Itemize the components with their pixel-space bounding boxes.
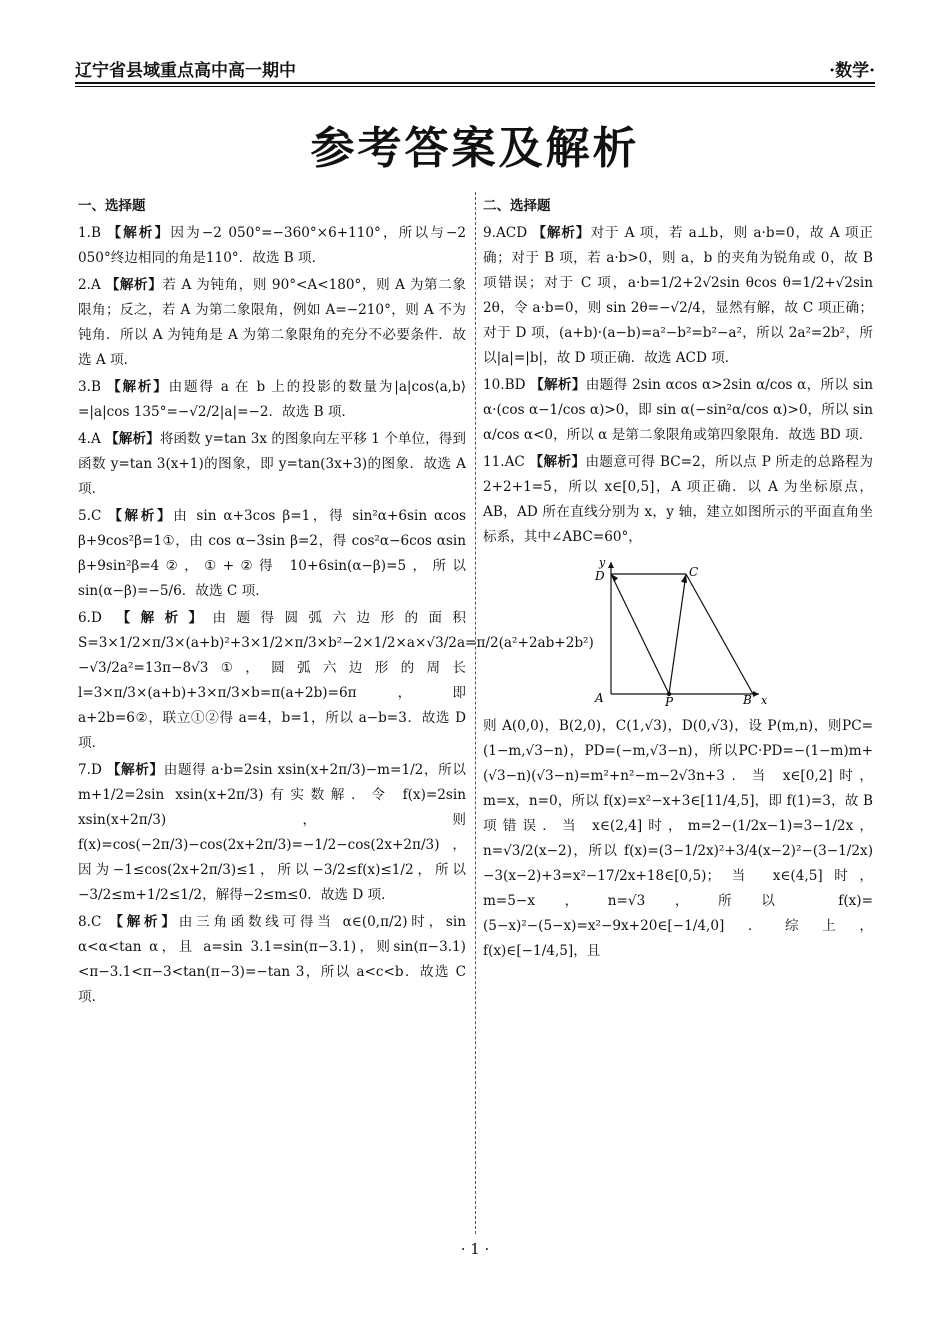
- analysis-tag: 【解析】: [109, 914, 179, 930]
- answer-text: 由题得 2sin αcos α>2sin α/cos α，所以 sin α·(cos α−1/cos α)>0，即 sin α(−sin²α/cos α)>0，所以 sin α/cos α<0，所以 α 是第二象限角或第四象限角．故选 BD 项．: [483, 377, 874, 443]
- segment-dp: [611, 574, 669, 694]
- segment-pc: [669, 574, 686, 694]
- answer-text: 由 sin α+3cos β=1，得 sin²α+6sin αcos β+9cos²β=1①，由 cos α−3sin β=2，得 cos²α−6cos αsin β+9sin²β=4②，①+②得 10+6sin(α−β)=5，所以 sin(α−β)=−5/6．故选 C 项．: [78, 508, 466, 599]
- answer-text: 由题得圆弧六边形的面积 S=3×1/2×π/3×(a+b)²+3×1/2×π/3×b²−2×1/2×a×√3/2a=π/2(a²+2ab+2b²)−√3/2a²=13π−8√3①，圆弧六边形的周长 l=3×π/3×(a+b)+3×π/3×b=π(a+2b)=6π，即 a+2b=6②，联立①②得 a=4，b=1，所以 a−b=3．故选 D 项．: [78, 610, 594, 751]
- page-title: 参考答案及解析: [310, 123, 640, 174]
- analysis-tag: 【解析】: [530, 377, 586, 393]
- analysis-tag: 【解析】: [107, 225, 171, 241]
- header-rule-thick: [75, 82, 875, 84]
- school-title: 辽宁省县域重点高中高一期中: [75, 61, 296, 81]
- answer-text: 由题得 a 在 b 上的投影的数量为|a|cos⟨a,b⟩=|a|cos 135°=−√2/2|a|=−2．故选 B 项．: [78, 379, 467, 420]
- label-a: A: [595, 691, 604, 705]
- answer-number: 10.BD: [483, 377, 526, 393]
- answer-item-9: [483, 221, 873, 371]
- y-axis-arrow: [608, 562, 614, 568]
- answer-number: 9.ACD: [483, 225, 528, 241]
- analysis-tag: 【解析】: [116, 610, 213, 626]
- answer-text: 若 A 为钝角，则 90°<A<180°，则 A 为第二象限角；反之，若 A 为第二象限角，例如 A=−210°，则 A 不为钝角．所以 A 为钝角是 A 为第二象限角的充分不必要条件．故选 A 项．: [78, 277, 466, 368]
- analysis-tag: 【解析】: [108, 508, 174, 524]
- answer-item-3: [78, 375, 466, 425]
- analysis-tag: 【解析】: [105, 431, 160, 447]
- answer-number: 4.A: [78, 431, 101, 447]
- column-divider: [475, 192, 476, 1234]
- label-x: x: [761, 694, 768, 706]
- analysis-tag: 【解析】: [107, 379, 169, 395]
- section-heading-multi-choice: 二、选择题: [483, 198, 551, 214]
- answer-item-11: [483, 450, 873, 550]
- answer-item-6: [78, 606, 594, 756]
- section-heading-choice: 一、选择题: [78, 198, 146, 214]
- answer-number: 2.A: [78, 277, 101, 293]
- header-rule-thin: [75, 86, 875, 87]
- coordinate-figure: [571, 556, 771, 706]
- answer-number: 11.AC: [483, 454, 525, 470]
- answer-item-5: [78, 504, 466, 604]
- answer-item-4: [78, 427, 466, 502]
- answer-item-1: [78, 221, 466, 271]
- analysis-tag: 【解析】: [532, 225, 591, 241]
- label-d: D: [595, 569, 605, 583]
- page-header: [75, 52, 875, 82]
- analysis-tag: 【解析】: [106, 762, 164, 778]
- answer-item-10: [483, 373, 873, 448]
- subject-label: ·数学·: [829, 61, 875, 81]
- right-column: [483, 194, 873, 966]
- answer-item-8: [78, 910, 466, 1010]
- page-number: · 1 ·: [460, 1240, 490, 1258]
- answer-item-2: [78, 273, 466, 373]
- answer-number: 1.B: [78, 225, 101, 241]
- answer-number: 8.C: [78, 914, 102, 930]
- segment-cb: [686, 574, 753, 694]
- answer-text: 由题得 a·b=2sin xsin(x+2π/3)−m=1/2，所以 m+1/2=2sin xsin(x+2π/3)有实数解．令 f(x)=2sin xsin(x+2π/3)，则 f(x)=cos(−2π/3)−cos(2x+2π/3)=−1/2−cos(2x+2π/3)，因为−1≤cos(2x+2π/3)≤1，所以−3/2≤f(x)≤1/2，所以−3/2≤m+1/2≤1/2，解得−2≤m≤0．故选 D 项．: [78, 762, 466, 903]
- answer-text: 对于 A 项，若 a⊥b，则 a·b=0，故 A 项正确；对于 B 项，若 a·b>0，则 a，b 的夹角为锐角或 0，故 B 项错误；对于 C 项，a·b=1/2+2√2sin θcos θ=1/2+√2sin 2θ，令 a·b=0，则 sin 2θ=−√2/4，显然有解，故 C 项正确；对于 D 项，(a+b)·(a−b)=a²−b²=b²−a²，所以 2a²=2b²，所以|a|=|b|，故 D 项正确．故选 ACD 项．: [483, 225, 873, 366]
- answer-text: 将函数 y=tan 3x 的图象向左平移 1 个单位，得到函数 y=tan 3(x+1)的图象，即 y=tan(3x+3)的图象．故选 A 项．: [78, 431, 467, 497]
- answer-item-7: [78, 758, 466, 908]
- label-c: C: [689, 565, 699, 579]
- answer-text: 因为−2 050°=−360°×6+110°，所以与−2 050°终边相同的角是110°．故选 B 项．: [78, 225, 467, 266]
- answer-number: 7.D: [78, 762, 102, 778]
- x-axis-arrow: [753, 691, 759, 697]
- arrow-to-d: [611, 574, 618, 582]
- answer-number: 5.C: [78, 508, 102, 524]
- arrow-to-c: [681, 574, 687, 583]
- answer-text: 由三角函数线可得当 α∈(0,π/2)时，sin α<α<tan α，且 a=sin 3.1=sin(π−3.1)，则sin(π−3.1)<π−3.1<π−3<tan(π−3)=−tan 3，所以 a<c<b．故选 C 项．: [78, 914, 466, 1005]
- analysis-tag: 【解析】: [105, 277, 163, 293]
- answer-number: 3.B: [78, 379, 101, 395]
- analysis-tag: 【解析】: [529, 454, 586, 470]
- label-p: P: [665, 695, 674, 706]
- label-y: y: [599, 556, 606, 569]
- answer-text: 由题意可得 BC=2，所以点 P 所走的总路程为 2+2+1=5，所以 x∈[0,5]，A 项正确．以 A 为坐标原点，AB，AD 所在直线分别为 x，y 轴，建立如图所示的平面直角坐标系，其中∠ABC=60°，: [483, 454, 873, 545]
- label-b: B: [743, 693, 752, 706]
- answer-number: 6.D: [78, 610, 102, 626]
- answer-11-continuation: 则 A(0,0)，B(2,0)，C(1,√3)，D(0,√3)，设 P(m,n)，则PC=(1−m,√3−n)，PD=(−m,√3−n)，所以PC·PD=−(1−m)m+(√3−n)(√3−n)=m²+n²−m−2√3n+3．当 x∈[0,2]时，m=x，n=0，所以 f(x)=x²−x+3∈[11/4,5]，即 f(1)=3，故 B 项错误．当 x∈(2,4]时，m=2−(1/2x−1)=3−1/2x，n=√3/2(x−2)，所以 f(x)=(3−1/2x)²+3/4(x−2)²−(3−1/2x)−3(x−2)+3=x²−17/2x+18∈[0,5)；当 x∈(4,5]时，m=5−x，n=√3，所以 f(x)=(5−x)²−(5−x)=x²−9x+20∈[−1/4,0]．综上，f(x)∈[−1/4,5]，且: [483, 718, 873, 959]
